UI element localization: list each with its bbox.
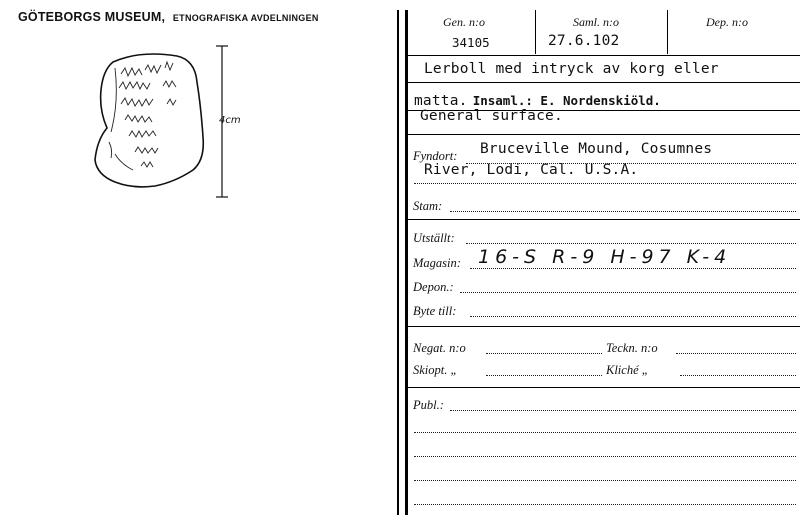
header-divider-2	[667, 10, 668, 54]
utstallt-label: Utställt:	[413, 231, 455, 245]
publ-label: Publ.:	[413, 398, 444, 412]
description-rule-3	[408, 134, 800, 135]
dep-label: Dep. n:o	[706, 15, 748, 29]
scale-label: 4cm	[219, 115, 241, 126]
fyndort-line-2: River, Lodi, Cal. U.S.A.	[424, 162, 639, 178]
teckn-label: Teckn. n:o	[606, 341, 658, 355]
museum-header	[18, 10, 319, 24]
description-line-3: General surface.	[420, 108, 563, 124]
gen-value: 34105	[452, 35, 490, 50]
magasin-dots	[470, 268, 796, 269]
publ-dots-1	[450, 410, 796, 411]
fyndort-label: Fyndort:	[413, 149, 458, 163]
stam-label: Stam:	[413, 199, 443, 213]
description-line-2	[414, 90, 661, 109]
object-sketch	[85, 42, 255, 212]
kliche-dots	[680, 375, 796, 376]
publ-dots-4	[414, 480, 796, 481]
negat-label: Negat. n:o	[413, 341, 466, 355]
kliche-label: Kliché „	[606, 363, 649, 377]
teckn-dots	[676, 353, 796, 354]
byte-label: Byte till:	[413, 304, 457, 318]
description-rule-1	[408, 82, 800, 83]
header-divider-1	[535, 10, 536, 54]
skiopt-dots	[486, 375, 602, 376]
stam-dots	[450, 211, 796, 212]
byte-rule	[408, 326, 800, 327]
fyndort-line-1: Bruceville Mound, Cosumnes	[480, 141, 713, 157]
museum-name: GÖTEBORGS MUSEUM,	[18, 10, 166, 24]
description-line-1: Lerboll med intryck av korg eller	[424, 61, 719, 77]
utstallt-dots	[466, 243, 796, 244]
depon-dots	[460, 292, 796, 293]
publ-dots-5	[414, 504, 796, 505]
magasin-value: 16-S R-9 H-97 K-4	[478, 246, 732, 268]
saml-label: Saml. n:o	[573, 15, 619, 29]
card-border-inner	[405, 10, 408, 515]
gen-label: Gen. n:o	[443, 15, 485, 29]
magasin-label: Magasin:	[413, 256, 461, 270]
negat-dots	[486, 353, 602, 354]
header-rule	[408, 55, 800, 56]
depon-label: Depon.:	[413, 280, 454, 294]
collector: Insaml.: E. Nordenskiöld.	[472, 93, 661, 108]
saml-value: 27.6.102	[548, 33, 620, 49]
skiopt-label: Skiopt. „	[413, 363, 458, 377]
kliche-rule	[408, 387, 800, 388]
publ-dots-3	[414, 456, 796, 457]
card-border-left	[397, 10, 399, 515]
publ-dots-2	[414, 432, 796, 433]
description-matta: matta.	[414, 93, 468, 109]
fyndort-dots-2	[414, 183, 796, 184]
byte-dots	[470, 316, 796, 317]
stam-rule	[408, 219, 800, 220]
department-name: ETNOGRAFISKA AVDELNINGEN	[172, 13, 319, 23]
